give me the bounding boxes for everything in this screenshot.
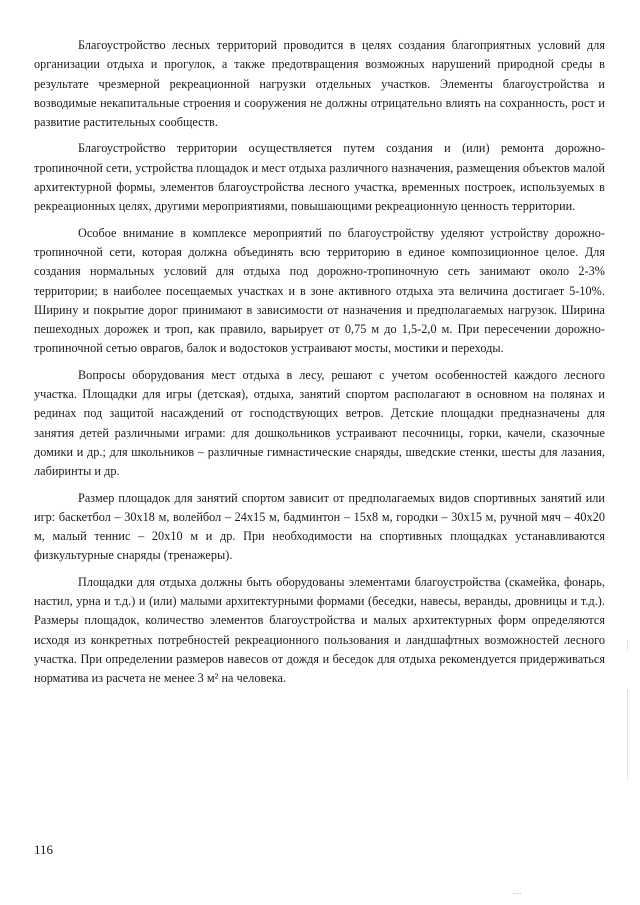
scan-artifact [513, 893, 521, 895]
paragraph: Площадки для отдыха должны быть оборудованы элементами благоустройства (скамейка, фонарь, настил, урна и т.д.) и (или) малыми архитектурными формами (беседки, навесы, веранды, дровницы и т.д.). Размеры площадок, количество элементов благоустройства и малых архитектурных форм определяются исходя из конкретных потребностей рекреационного пользования и ландшафтных возможностей лесного участка. При определении размеров навесов от дождя и беседок для отдыха рекомендуется придерживаться норматива из расчета не менее 3 м² на человека. [34, 574, 605, 686]
paragraph: Вопросы оборудования мест отдыха в лесу, решают с учетом особенностей каждого лесного участка. Площадки для игры (детская), отдыха, занятий спортом располагают в основном на полянах и рединах под защитой насаждений от господствующих ветров. Детские площадки предназначены для занятия детей различными играми: для дошкольников устраивают песочницы, горки, качели, сказочные домики и др.; для школьников – различные гимнастические снаряды, шведские стенки, шесты для лазания, лабиринты и др. [34, 367, 605, 479]
body-text [34, 36, 605, 696]
paragraph: Размер площадок для занятий спортом зависит от предполагаемых видов спортивных занятий или игр: баскетбол – 30х18 м, волейбол – 24х15 м, бадминтон – 15х8 м, городки – 30х15 м, ручной мяч – 40х20 м, малый теннис – 20х10 м и др. При необходимости на спортивных площадках устанавливаются физкультурные снаряды (тренажеры). [34, 490, 605, 563]
paragraph: Особое внимание в комплексе мероприятий по благоустройству уделяют устройству дорожно-тропиночной сети, которая должна объединять всю территорию в единое композиционное целое. Для создания нормальных условий для отдыха под дорожно-тропиночную сеть занимают около 2-3% территории; в наиболее посещаемых участках и в зоне активного отдыха эта величина достигает 5-10%. Ширину и покрытие дорог принимают в зависимости от назначения и предполагаемых нагрузок. Ширина пешеходных дорожек и троп, как правило, варьирует от 0,75 м до 1,5-2,0 м. При пересечении дорожно-тропиночной сетью оврагов, балок и водостоков устраивают мосты, мостики и переходы. [34, 225, 605, 356]
page-number: 116 [34, 842, 54, 857]
scan-artifact [627, 640, 629, 652]
paragraph: Благоустройство территории осуществляется путем создания и (или) ремонта дорожно-тропиночной сети, устройства площадок и мест отдыха различного назначения, размещения объектов малой архитектурной формы, элементов благоустройства лесного участка, временных построек, используемых в рекреационных целях, другими мероприятиями, повышающими рекреационную ценность территории. [34, 141, 605, 214]
scan-artifact [627, 690, 629, 780]
paragraph: Благоустройство лесных территорий проводится в целях создания благоприятных условий для организации отдыха и прогулок, а также предотвращения возможных нарушений природной среды в результате чрезмерной рекреационной нагрузки отдельных участков. Элементы благоустройства и возводимые некапитальные строения и сооружения не должны отрицательно влиять на сохранность, рост и развитие растительных сообществ. [34, 38, 605, 130]
